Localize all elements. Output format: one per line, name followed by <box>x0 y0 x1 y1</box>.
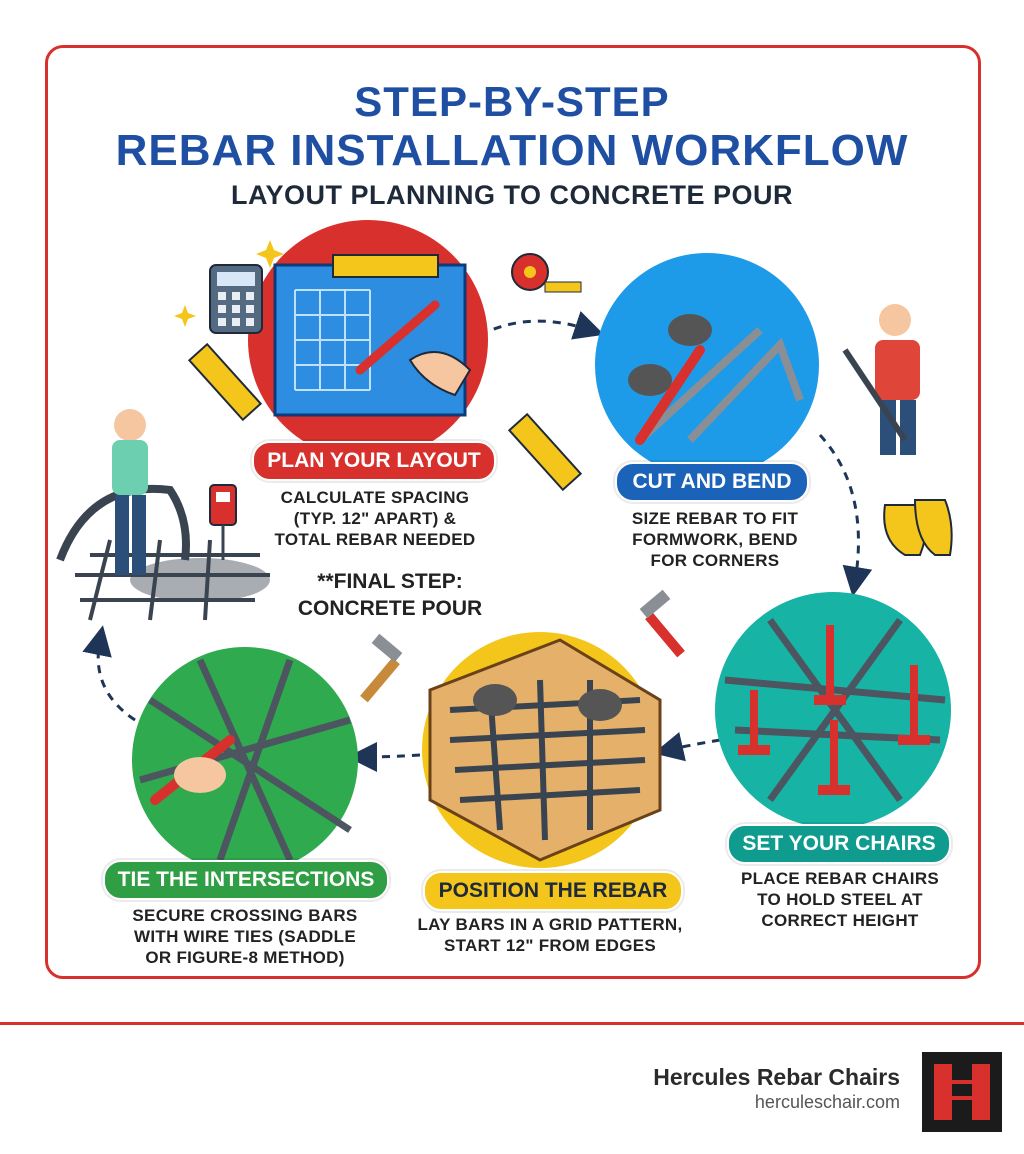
hammer-icon <box>360 634 402 703</box>
arrow-tie-to-pour <box>98 640 135 720</box>
step-set-chairs-label: SET YOUR CHAIRS <box>727 824 951 864</box>
tape-measure-icon <box>512 254 581 292</box>
arrow-position-to-tie <box>362 755 420 757</box>
subtitle: LAYOUT PLANNING TO CONCRETE POUR <box>230 180 794 210</box>
plan-layout-illustration <box>248 220 488 460</box>
worker-illustration <box>845 304 920 455</box>
step-plan-layout-desc: CALCULATE SPACING (TYP. 12" APART) & TOTAL REBAR NEEDED <box>274 488 476 549</box>
meter-icon <box>210 485 236 560</box>
step-plan-layout-label: PLAN YOUR LAYOUT <box>252 441 496 481</box>
ruler-icon <box>509 414 580 490</box>
step-tie-intersections-desc: SECURE CROSSING BARS WITH WIRE TIES (SADDLE OR FIGURE-8 METHOD) <box>132 906 358 967</box>
arrow-chairs-to-position <box>668 740 720 750</box>
calculator-icon <box>210 265 262 333</box>
concrete-pour-illustration <box>60 409 270 620</box>
step-position-rebar-label: POSITION THE REBAR <box>423 871 683 911</box>
cut-bend-illustration <box>595 253 819 477</box>
step-cut-bend-label: CUT AND BEND <box>615 462 809 502</box>
chairs-illustration <box>715 592 951 828</box>
hercules-logo-icon <box>922 1052 1002 1132</box>
arrow-plan-to-cut <box>480 321 590 335</box>
step-cut-bend-desc: SIZE REBAR TO FIT FORMWORK, BEND FOR CORNERS <box>631 509 799 570</box>
brand-name: Hercules Rebar Chairs <box>653 1064 900 1090</box>
step-set-chairs-desc: PLACE REBAR CHAIRS TO HOLD STEEL AT CORRECT HEIGHT <box>740 869 940 930</box>
brand-url[interactable]: herculeschair.com <box>754 1092 900 1112</box>
step-position-rebar-desc: LAY BARS IN A GRID PATTERN, START 12" FROM EDGES <box>417 915 683 955</box>
footer-divider <box>0 1022 1024 1025</box>
step-tie-intersections-label: TIE THE INTERSECTIONS <box>103 860 389 900</box>
hammer-icon <box>640 590 685 658</box>
gloves-icon <box>884 500 952 555</box>
position-rebar-illustration <box>422 632 660 868</box>
tie-illustration <box>132 647 358 873</box>
final-step-note: **FINAL STEP: CONCRETE POUR <box>297 570 483 620</box>
title-line-1: STEP-BY-STEP <box>354 78 670 125</box>
title-line-2: REBAR INSTALLATION WORKFLOW <box>115 126 909 175</box>
